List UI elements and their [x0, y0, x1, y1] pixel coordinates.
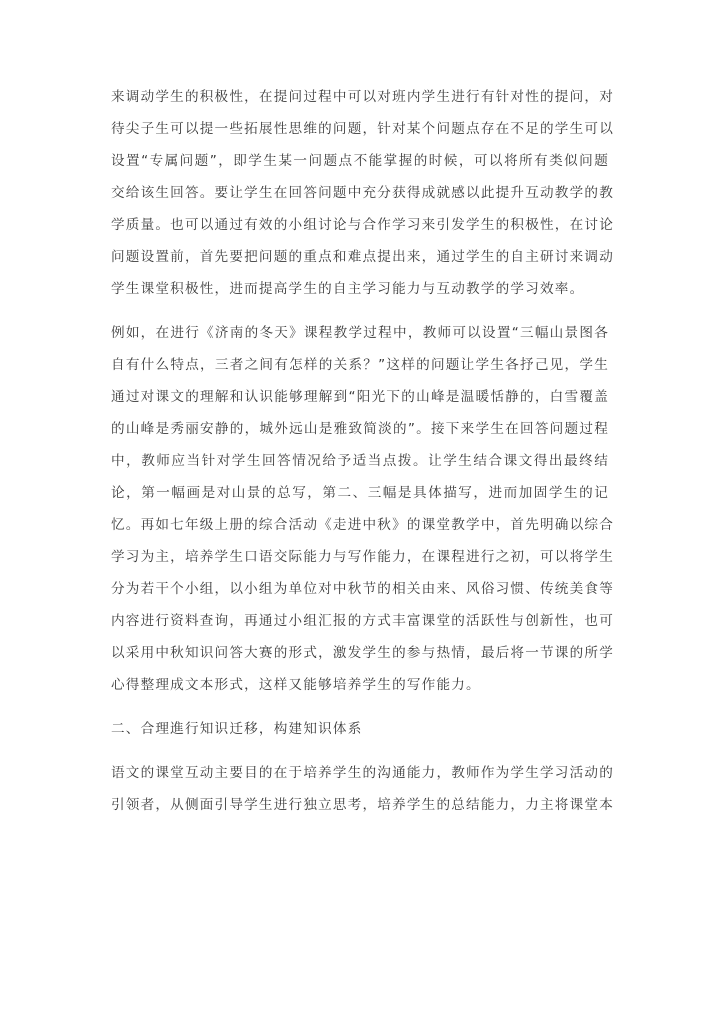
- text-line: 心得整理成文本形式，这样又能够培养学生的写作能力。: [111, 677, 481, 693]
- text-line: 设置“专属问题”，即学生某一问题点不能掌握的时候，可以将所有类似问题: [111, 153, 609, 169]
- text-line: 以采用中秋知识问答大赛的形式，激发学生的参与热情，最后将一节课的所学: [111, 645, 614, 661]
- text-line: 交给该生回答。要让学生在回答问题中充分获得成就感以此提升互动教学的教: [111, 185, 614, 201]
- text-line: 引领者，从侧面引导学生进行独立思考，培养学生的总结能力，力主将课堂本: [111, 797, 614, 813]
- text-line: 中，教师应当针对学生回答情况给予适当点拨。让学生结合课文得出最终结: [111, 453, 609, 469]
- text-line: 问题设置前，首先要把问题的重点和难点提出来，通过学生的自主研讨来调动: [111, 249, 614, 265]
- text-line: 学生课堂积极性，进而提高学生的自主学习能力与互动教学的学习效率。: [111, 281, 585, 297]
- text-line: 例如，在进行《济南的冬天》课程教学过程中，教师可以设置“三幅山景图各: [111, 325, 609, 341]
- text-line: 自有什么特点，三者之间有怎样的关系？”这样的问题让学生各抒己见，学生: [111, 357, 609, 373]
- text-line: 通过对课文的理解和认识能够理解到“阳光下的山峰是温暖恬静的，白雪覆盖: [111, 389, 609, 405]
- text-line: 学质量。也可以通过有效的小组讨论与合作学习来引发学生的积极性，在讨论: [111, 217, 614, 233]
- text-line: 内容进行资料查询，再通过小组汇报的方式丰富课堂的活跃性与创新性，也可: [111, 613, 614, 629]
- text-line: 来调动学生的积极性，在提问过程中可以对班内学生进行有针对性的提问，对: [111, 89, 614, 105]
- text-line: 待尖子生可以提一些拓展性思维的问题，针对某个问题点存在不足的学生可以: [111, 121, 614, 137]
- text-line: 论，第一幅画是对山景的总写，第二、三幅是具体描写，进而加固学生的记: [111, 485, 609, 501]
- text-line: 分为若干个小组，以小组为单位对中秋节的相关由来、风俗习惯、传统美食等: [111, 581, 614, 597]
- text-line: 学习为主，培养学生口语交际能力与写作能力，在课程进行之初，可以将学生: [111, 549, 614, 565]
- section-heading: 二、合理進行知识迁移，构建知识体系: [111, 721, 363, 737]
- text-line: 忆。再如七年级上册的综合活动《走进中秋》的课堂教学中，首先明确以综合: [111, 517, 614, 533]
- text-line: 语文的课堂互动主要目的在于培养学生的沟通能力，教师作为学生学习活动的: [111, 765, 614, 781]
- text-line: 的山峰是秀丽安静的，城外远山是雅致简淡的”。接下来学生在回答问题过程: [111, 421, 609, 437]
